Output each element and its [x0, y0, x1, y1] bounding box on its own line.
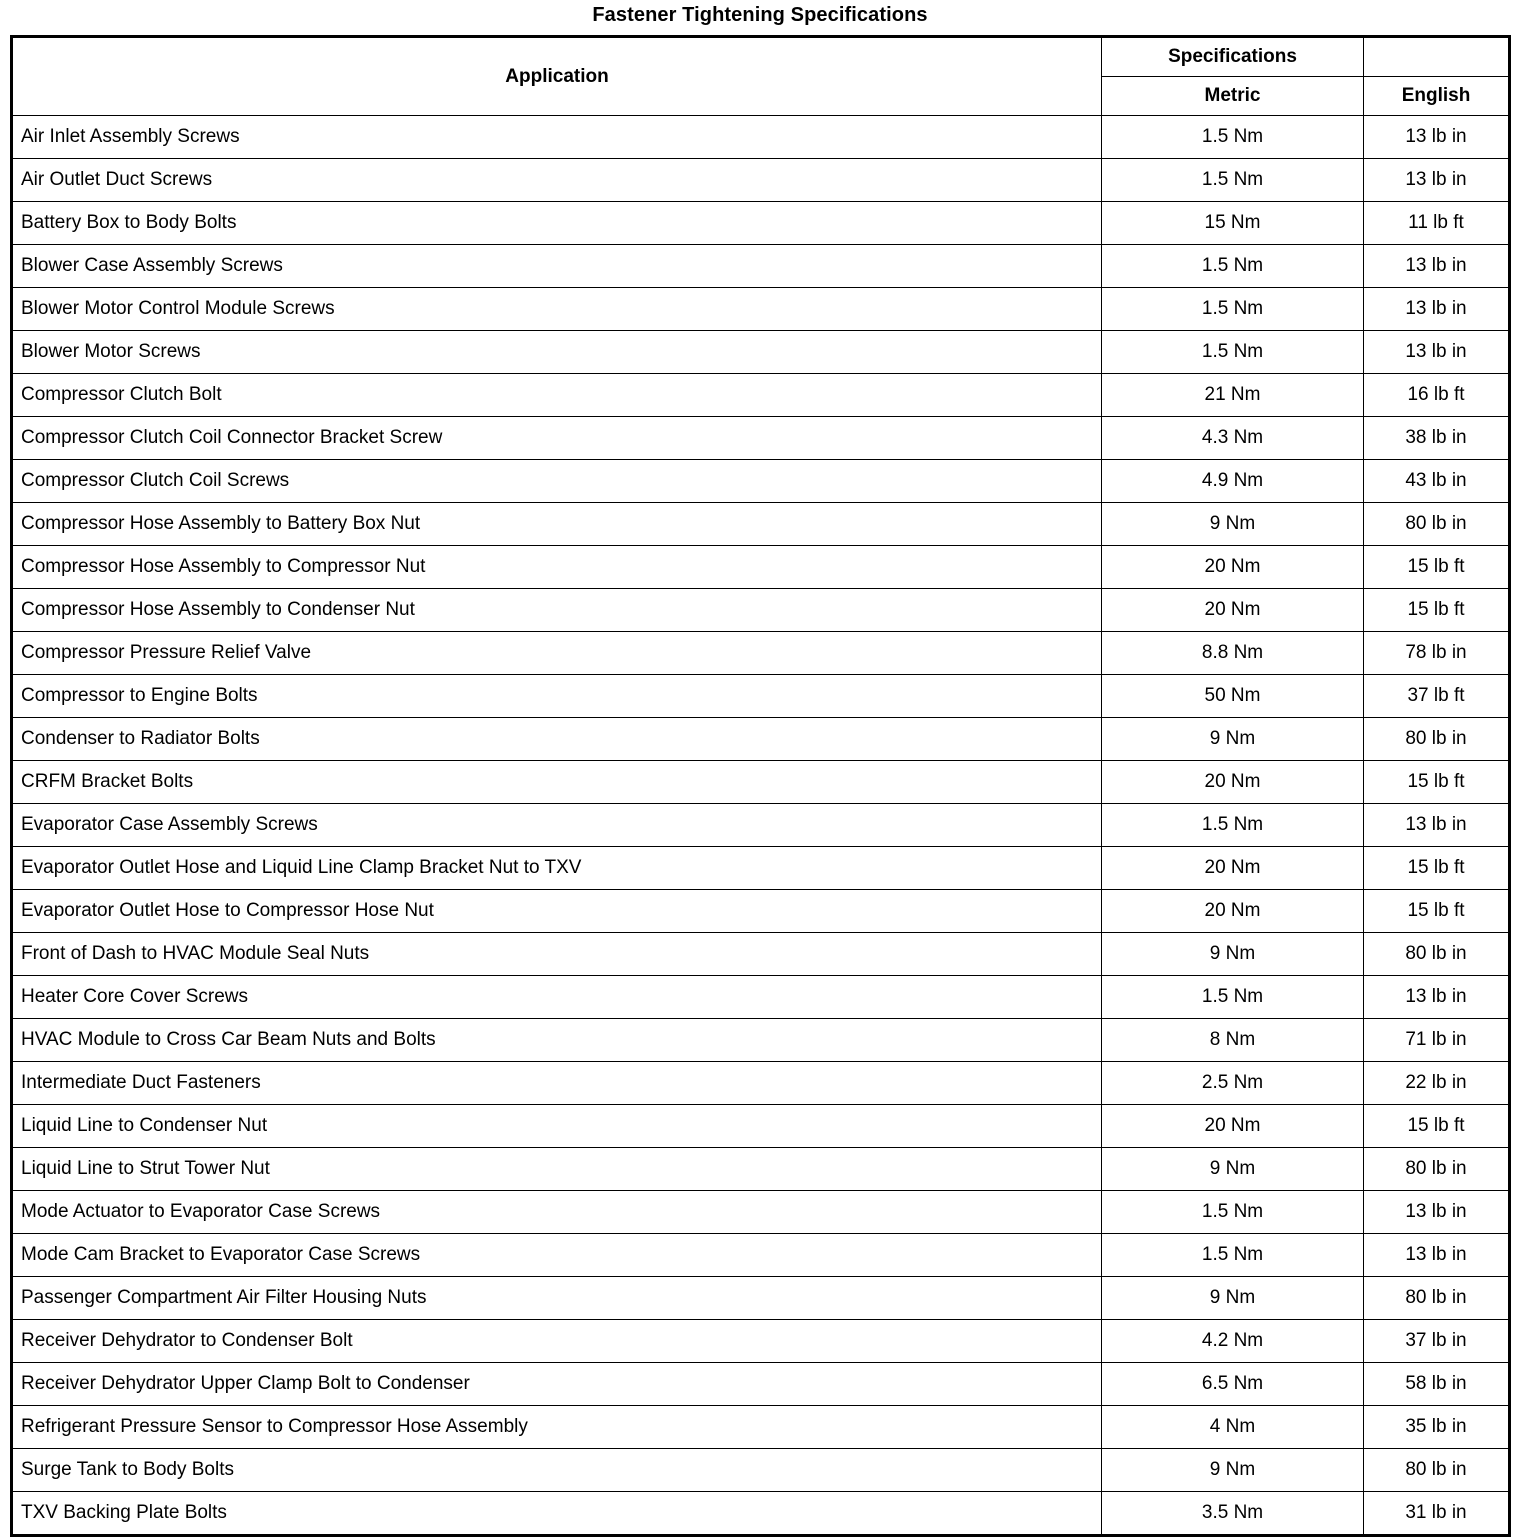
cell-english: 22 lb in: [1364, 1062, 1510, 1105]
cell-english: 13 lb in: [1364, 245, 1510, 288]
table-row: [12, 1449, 1510, 1492]
column-header-specifications: Specifications: [1102, 37, 1364, 77]
table-row: [12, 1492, 1510, 1536]
table-row: [12, 245, 1510, 288]
cell-english: 13 lb in: [1364, 976, 1510, 1019]
table-row: [12, 374, 1510, 417]
cell-application: Compressor to Engine Bolts: [12, 675, 1102, 718]
cell-metric: 50 Nm: [1102, 675, 1364, 718]
cell-english: 80 lb in: [1364, 503, 1510, 546]
table-row: [12, 116, 1510, 159]
table-row: [12, 847, 1510, 890]
cell-english: 13 lb in: [1364, 116, 1510, 159]
cell-metric: 8.8 Nm: [1102, 632, 1364, 675]
cell-metric: 1.5 Nm: [1102, 331, 1364, 374]
cell-metric: 2.5 Nm: [1102, 1062, 1364, 1105]
table-row: [12, 1062, 1510, 1105]
table-row: [12, 804, 1510, 847]
cell-metric: 20 Nm: [1102, 1105, 1364, 1148]
cell-metric: 1.5 Nm: [1102, 116, 1364, 159]
cell-application: Liquid Line to Strut Tower Nut: [12, 1148, 1102, 1191]
cell-application: Blower Case Assembly Screws: [12, 245, 1102, 288]
table-row: [12, 546, 1510, 589]
page-title: Fastener Tightening Specifications: [592, 4, 928, 26]
cell-metric: 3.5 Nm: [1102, 1492, 1364, 1536]
table-body: [12, 116, 1510, 1536]
cell-application: Compressor Clutch Coil Connector Bracket Screw: [12, 417, 1102, 460]
cell-english: 71 lb in: [1364, 1019, 1510, 1062]
table-row: [12, 675, 1510, 718]
cell-english: 13 lb in: [1364, 331, 1510, 374]
cell-english: 13 lb in: [1364, 159, 1510, 202]
cell-metric: 6.5 Nm: [1102, 1363, 1364, 1406]
cell-metric: 20 Nm: [1102, 761, 1364, 804]
cell-english: 13 lb in: [1364, 804, 1510, 847]
table-row: [12, 1363, 1510, 1406]
cell-application: Passenger Compartment Air Filter Housing Nuts: [12, 1277, 1102, 1320]
table-row: [12, 1320, 1510, 1363]
cell-metric: 9 Nm: [1102, 503, 1364, 546]
cell-english: 80 lb in: [1364, 1148, 1510, 1191]
table-row: [12, 1406, 1510, 1449]
cell-metric: 21 Nm: [1102, 374, 1364, 417]
cell-english: 37 lb in: [1364, 1320, 1510, 1363]
cell-application: HVAC Module to Cross Car Beam Nuts and Bolts: [12, 1019, 1102, 1062]
cell-english: 15 lb ft: [1364, 546, 1510, 589]
cell-metric: 1.5 Nm: [1102, 1191, 1364, 1234]
cell-english: 31 lb in: [1364, 1492, 1510, 1536]
cell-application: Compressor Hose Assembly to Compressor Nut: [12, 546, 1102, 589]
cell-application: Compressor Clutch Bolt: [12, 374, 1102, 417]
cell-metric: 4 Nm: [1102, 1406, 1364, 1449]
table-row: [12, 331, 1510, 374]
cell-application: Compressor Clutch Coil Screws: [12, 460, 1102, 503]
cell-english: 13 lb in: [1364, 288, 1510, 331]
cell-metric: 20 Nm: [1102, 847, 1364, 890]
cell-english: 11 lb ft: [1364, 202, 1510, 245]
cell-application: Liquid Line to Condenser Nut: [12, 1105, 1102, 1148]
cell-metric: 4.3 Nm: [1102, 417, 1364, 460]
table-row: [12, 460, 1510, 503]
cell-metric: 1.5 Nm: [1102, 1234, 1364, 1277]
table-row: [12, 718, 1510, 761]
table-row: [12, 933, 1510, 976]
cell-english: 37 lb ft: [1364, 675, 1510, 718]
cell-metric: 4.2 Nm: [1102, 1320, 1364, 1363]
cell-english: 16 lb ft: [1364, 374, 1510, 417]
cell-application: TXV Backing Plate Bolts: [12, 1492, 1102, 1536]
cell-metric: 4.9 Nm: [1102, 460, 1364, 503]
cell-english: 15 lb ft: [1364, 847, 1510, 890]
cell-english: 15 lb ft: [1364, 589, 1510, 632]
cell-metric: 8 Nm: [1102, 1019, 1364, 1062]
cell-english: 43 lb in: [1364, 460, 1510, 503]
table-row: [12, 417, 1510, 460]
cell-application: Evaporator Outlet Hose to Compressor Hose Nut: [12, 890, 1102, 933]
cell-english: 80 lb in: [1364, 718, 1510, 761]
table-header: [12, 37, 1510, 116]
column-header-blank: [1364, 37, 1510, 77]
cell-english: 13 lb in: [1364, 1191, 1510, 1234]
cell-english: 15 lb ft: [1364, 1105, 1510, 1148]
fastener-specifications-table: [10, 35, 1511, 1537]
cell-metric: 1.5 Nm: [1102, 804, 1364, 847]
table-row: [12, 632, 1510, 675]
column-header-english: English: [1364, 77, 1510, 116]
cell-metric: 9 Nm: [1102, 1148, 1364, 1191]
cell-english: 80 lb in: [1364, 1277, 1510, 1320]
cell-application: Air Inlet Assembly Screws: [12, 116, 1102, 159]
cell-english: 15 lb ft: [1364, 890, 1510, 933]
cell-application: Receiver Dehydrator Upper Clamp Bolt to Condenser: [12, 1363, 1102, 1406]
table-row: [12, 976, 1510, 1019]
cell-metric: 9 Nm: [1102, 1449, 1364, 1492]
cell-application: Surge Tank to Body Bolts: [12, 1449, 1102, 1492]
table-row: [12, 1019, 1510, 1062]
table-row: [12, 1191, 1510, 1234]
cell-metric: 1.5 Nm: [1102, 159, 1364, 202]
table-row: [12, 1105, 1510, 1148]
cell-metric: 9 Nm: [1102, 933, 1364, 976]
table-row: [12, 1234, 1510, 1277]
table-header-row-group: [12, 37, 1510, 77]
cell-metric: 9 Nm: [1102, 1277, 1364, 1320]
cell-application: Refrigerant Pressure Sensor to Compressor Hose Assembly: [12, 1406, 1102, 1449]
cell-english: 13 lb in: [1364, 1234, 1510, 1277]
cell-application: Compressor Hose Assembly to Battery Box Nut: [12, 503, 1102, 546]
table-row: [12, 1277, 1510, 1320]
cell-english: 35 lb in: [1364, 1406, 1510, 1449]
cell-english: 80 lb in: [1364, 1449, 1510, 1492]
cell-application: Evaporator Case Assembly Screws: [12, 804, 1102, 847]
cell-english: 78 lb in: [1364, 632, 1510, 675]
table-row: [12, 1148, 1510, 1191]
cell-metric: 1.5 Nm: [1102, 976, 1364, 1019]
cell-metric: 1.5 Nm: [1102, 288, 1364, 331]
cell-application: Intermediate Duct Fasteners: [12, 1062, 1102, 1105]
cell-application: CRFM Bracket Bolts: [12, 761, 1102, 804]
cell-metric: 20 Nm: [1102, 589, 1364, 632]
cell-metric: 9 Nm: [1102, 718, 1364, 761]
cell-application: Mode Actuator to Evaporator Case Screws: [12, 1191, 1102, 1234]
cell-application: Evaporator Outlet Hose and Liquid Line Clamp Bracket Nut to TXV: [12, 847, 1102, 890]
cell-english: 15 lb ft: [1364, 761, 1510, 804]
cell-application: Blower Motor Screws: [12, 331, 1102, 374]
cell-english: 80 lb in: [1364, 933, 1510, 976]
cell-application: Mode Cam Bracket to Evaporator Case Screws: [12, 1234, 1102, 1277]
cell-application: Compressor Pressure Relief Valve: [12, 632, 1102, 675]
cell-application: Battery Box to Body Bolts: [12, 202, 1102, 245]
table-row: [12, 890, 1510, 933]
cell-metric: 15 Nm: [1102, 202, 1364, 245]
table-row: [12, 288, 1510, 331]
table-row: [12, 761, 1510, 804]
table-row: [12, 159, 1510, 202]
cell-english: 58 lb in: [1364, 1363, 1510, 1406]
cell-application: Condenser to Radiator Bolts: [12, 718, 1102, 761]
cell-metric: 20 Nm: [1102, 546, 1364, 589]
cell-metric: 20 Nm: [1102, 890, 1364, 933]
cell-application: Blower Motor Control Module Screws: [12, 288, 1102, 331]
cell-english: 38 lb in: [1364, 417, 1510, 460]
cell-application: Heater Core Cover Screws: [12, 976, 1102, 1019]
cell-application: Receiver Dehydrator to Condenser Bolt: [12, 1320, 1102, 1363]
cell-metric: 1.5 Nm: [1102, 245, 1364, 288]
cell-application: Air Outlet Duct Screws: [12, 159, 1102, 202]
column-header-application: Application: [12, 37, 1102, 116]
cell-application: Front of Dash to HVAC Module Seal Nuts: [12, 933, 1102, 976]
column-header-metric: Metric: [1102, 77, 1364, 116]
table-row: [12, 503, 1510, 546]
table-row: [12, 589, 1510, 632]
cell-application: Compressor Hose Assembly to Condenser Nut: [12, 589, 1102, 632]
table-row: [12, 202, 1510, 245]
